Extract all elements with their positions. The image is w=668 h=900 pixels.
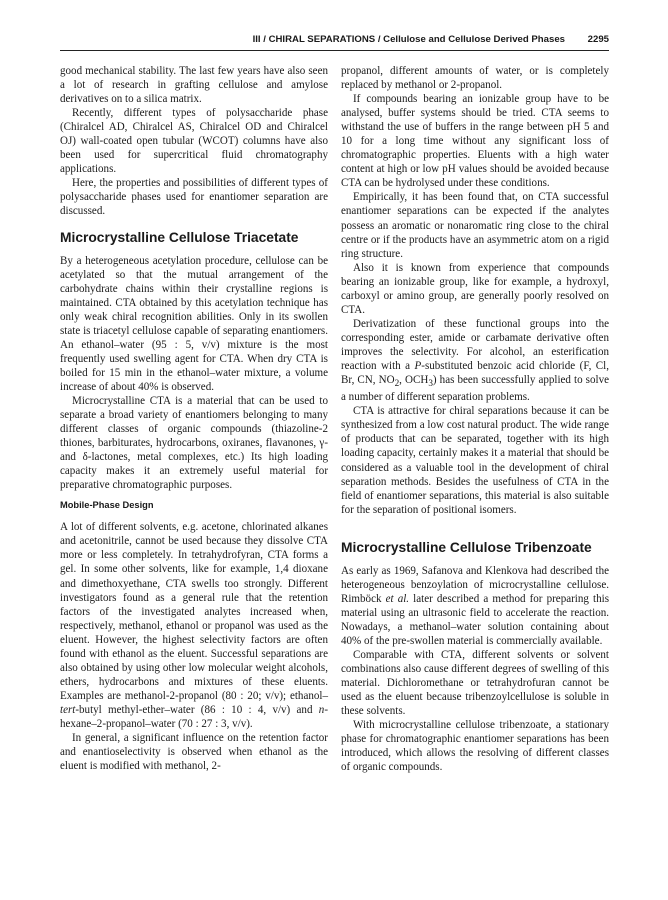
- page-number: 2295: [587, 34, 609, 45]
- paragraph: Microcrystalline CTA is a material that can be used to separate a broad variety of enantiomers belonging to many different classes of organic compounds (thiazoline-2 thiones, barbiturates, hydrocarbons, oxiranes, flavanones, γ- and δ-lactones, metal complexes, etc.) Its high loading capacity makes it an extremely useful material for preparative chromatographic purposes.: [60, 394, 328, 492]
- paragraph: propanol, different amounts of water, or is completely replaced by methanol or 2-propanol.: [341, 65, 609, 92]
- paragraph: A lot of different solvents, e.g. acetone, chlorinated alkanes and acetonitrile, cannot be used because they dissolve CTA more or less completely. In tetrahydrofyran, CTA forms a gel. In some other solvents, like for example, 1,4 dioxane and dimethoxyethane, CTA swells too strongly. Different investigators found as a general rule that the retention factors of the investigated analytes increased when, respectively, methanol, ethanol or propanol was used as the eluent. However, the highest selectivity factors are often found with ethanol as the eluent. Successful separations are also obtained by using other low molecular weight alcohols, ethers, hydrocarbons and mixtures of these eluents. Examples are methanol-2-propanol (80 : 20; v/v); ethanol–tert-butyl methyl-ether–water (86 : 10 : 4, v/v) and n-hexane–2-propanol–water (70 : 27 : 3, v/v).: [60, 521, 328, 730]
- paragraph: good mechanical stability. The last few years have also seen a lot of research in grafting cellulose and amylose derivatives on to a silica matrix.: [60, 65, 328, 106]
- paragraph: As early as 1969, Safanova and Klenkova had described the heterogeneous benzoylation of microcrystalline cellulose. Rimböck et al. later described a method for preparing this material using an ultrasonic field to accelerate the reaction. Nowadays, a methanol–water solution containing about 40% of the pre-swollen material is commercially available.: [341, 564, 609, 647]
- running-head-title: III / CHIRAL SEPARATIONS / Cellulose and Cellulose Derived Phases: [252, 34, 565, 45]
- section-heading-ctb: Microcrystalline Cellulose Tribenzoate: [341, 539, 592, 555]
- paragraph: With microcrystalline cellulose tribenzoate, a stationary phase for chromatographic enantiomer separations has been introduced, which allows the resolving of different classes of organic compounds.: [341, 719, 609, 774]
- paragraph: Also it is known from experience that compounds bearing an ionizable group, like for example, a hydroxyl, carboxyl or amino group, are generally poorly resolved on CTA.: [341, 261, 609, 316]
- header-rule: [60, 50, 609, 51]
- running-header: [60, 34, 609, 48]
- section-heading-cta: Microcrystalline Cellulose Triacetate: [60, 229, 299, 245]
- paragraph: Empirically, it has been found that, on CTA successful enantiomer separations can be expected if the analytes possess an aromatic or nonaromatic ring close to the chiral centre or if the products have an asymmetric atom on a rigid ring structure.: [341, 191, 609, 260]
- left-column: [60, 64, 328, 773]
- paragraph: Comparable with CTA, different solvents or solvent combinations also cause different degrees of swelling of this material. Dichloromethane or tetrahydrofuran cannot be used as the eluent because tribenzoylcellulose is soluble in these solvents.: [341, 648, 609, 718]
- right-column: [341, 64, 609, 774]
- paragraph: Here, the properties and possibilities of different types of polysaccharide phases used for enantiomer separation are discussed.: [60, 177, 328, 218]
- paragraph: By a heterogeneous acetylation procedure, cellulose can be acetylated so that the mutual arrangement of the carbohydrate chains within their crystalline regions is maintained. CTA obtained by this acetylation technique has only weak chiral recognition abilities. Only in its swollen state is triacetyl cellulose capable of separating enantiomers. An ethanol–water (95 : 5, v/v) mixture is the most frequently used swelling agent for CTA. When dry CTA is boiled for 15 min in the ethanol–water mixture, a volume increase of about 40% is observed.: [60, 254, 328, 393]
- paragraph: If compounds bearing an ionizable group have to be analysed, buffer systems should be tried. CTA seems to withstand the use of buffers in the range between pH 5 and 10 for a long time without any significant loss of chromatographic properties. Eluents with a high water content at high or low pH values should be avoided because CTA can be hydrolysed under these conditions.: [341, 93, 609, 190]
- paragraph: Recently, different types of polysaccharide phase (Chiralcel AD, Chiralcel AS, Chiralcel OD and Chiralcel OJ) wall-coated open tubular (WCOT) columns have also been used for supercritical fluid chromatography applications.: [60, 107, 328, 176]
- paragraph: In general, a significant influence on the retention factor and enantioselectivity is observed when ethanol as the eluent is modified with methanol, 2-: [60, 732, 328, 773]
- subsection-heading-mobile-phase: Mobile-Phase Design: [60, 500, 154, 511]
- paragraph: Derivatization of these functional groups into the corresponding ester, amide or carbamate derivative often improves the selectivity. For alcohol, an esterification reaction with a P-substituted benzoic acid chloride (F, Cl, Br, CN, $NO_2$, $OCH_3$) has been successfully applied to solve a number of different separation problems.: [341, 317, 610, 404]
- paragraph: CTA is attractive for chiral separations because it can be synthesized from a low cost natural product. The wide range of products that can be separated, together with its high loading capacity, certainly makes it a material that should be considered as a valuable tool in the development of chiral separation methods. Besides the usefulness of CTA in the field of enantiomer separations, this material is also suitable for the separation of positional isomers.: [341, 405, 609, 516]
